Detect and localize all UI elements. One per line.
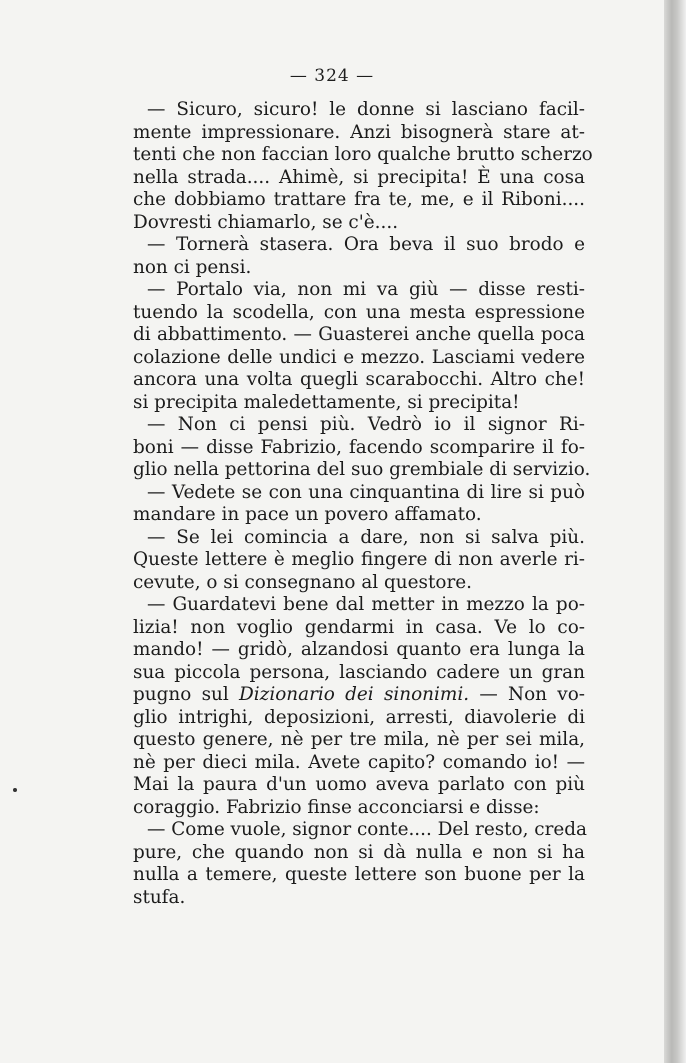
text-line: — Come vuole, signor conte.... Del resto, creda bbox=[147, 819, 588, 840]
text-line: lizia! non voglio gendarmi in casa. Ve lo co- bbox=[133, 616, 585, 638]
text-line: coraggio. Fabrizio finse acconciarsi e disse: bbox=[133, 796, 540, 818]
text-line: tenti che non faccian loro qualche brutto scherzo bbox=[133, 144, 593, 165]
text-line: nella strada.... Ahimè, si precipita! È una cosa bbox=[133, 166, 585, 188]
page-gutter bbox=[664, 0, 686, 1063]
text-line bbox=[133, 684, 585, 707]
text-line: glio nella pettorina del suo grembiale di servizio. bbox=[133, 459, 591, 480]
text-line: mandare in pace un povero affamato. bbox=[133, 504, 482, 525]
text-line: — Se lei comincia a dare, non si salva più. bbox=[147, 526, 585, 548]
text-line: — Tornerà stasera. Ora beva il suo brodo e bbox=[147, 234, 585, 255]
text-line: cevute, o si consegnano al questore. bbox=[133, 571, 472, 593]
text-line: glio intrighi, deposizioni, arresti, diavolerie di bbox=[133, 706, 585, 728]
text-line: — Vedete se con una cinquantina di lire si può bbox=[147, 481, 585, 503]
text-line: pure, che quando non si dà nulla e non si ha bbox=[133, 841, 585, 863]
text-line: boni — disse Fabrizio, facendo scomparire il fo- bbox=[133, 436, 585, 458]
text-line: mente impressionare. Anzi bisognerà stare at- bbox=[133, 121, 585, 143]
body-text bbox=[133, 99, 593, 909]
text-line: Mai la paura d'un uomo aveva parlato con più bbox=[133, 774, 585, 795]
text-line: sua piccola persona, lasciando cadere un gran bbox=[133, 661, 585, 683]
page-number: — 324 — bbox=[289, 66, 375, 86]
text-line: nulla a temere, queste lettere son buone per la bbox=[133, 864, 585, 885]
margin-speck bbox=[13, 788, 17, 792]
text-line: che dobbiamo trattare fra te, me, e il Riboni.... bbox=[133, 189, 585, 210]
text-line: questo genere, nè per tre mila, nè per sei mila, bbox=[133, 729, 585, 750]
text-line: non ci pensi. bbox=[133, 256, 252, 278]
text-line: si precipita maledettamente, si precipita! bbox=[133, 391, 520, 413]
text-fragment: pugno sul bbox=[133, 684, 240, 705]
text-line: nè per dieci mila. Avete capito? comando io! — bbox=[133, 751, 585, 773]
text-line: — Non ci pensi più. Vedrò io il signor Ri- bbox=[147, 414, 585, 435]
text-line: Queste lettere è meglio fingere di non averle ri- bbox=[133, 549, 585, 570]
text-line: colazione delle undici e mezzo. Lasciami vedere bbox=[133, 346, 585, 368]
text-fragment: — Non vo- bbox=[469, 684, 585, 705]
text-line: Dovresti chiamarlo, se c'è.... bbox=[133, 211, 399, 233]
text-line: stufa. bbox=[133, 886, 186, 908]
text-line: — Guardatevi bene dal metter in mezzo la po- bbox=[147, 594, 585, 615]
text-line: tuendo la scodella, con una mesta espressione bbox=[133, 301, 585, 323]
text-line: — Sicuro, sicuro! le donne si lasciano facil- bbox=[147, 99, 585, 120]
text-line: ancora una volta quegli scarabocchi. Altro che! bbox=[133, 369, 585, 390]
text-line: — Portalo via, non mi va giù — disse resti- bbox=[147, 279, 585, 300]
text-line: di abbattimento. — Guasterei anche quella poca bbox=[133, 324, 585, 345]
text-line: mando! — gridò, alzandosi quanto era lunga la bbox=[133, 639, 585, 660]
book-title-italic: Dizionario dei sinonimi. bbox=[239, 684, 470, 705]
